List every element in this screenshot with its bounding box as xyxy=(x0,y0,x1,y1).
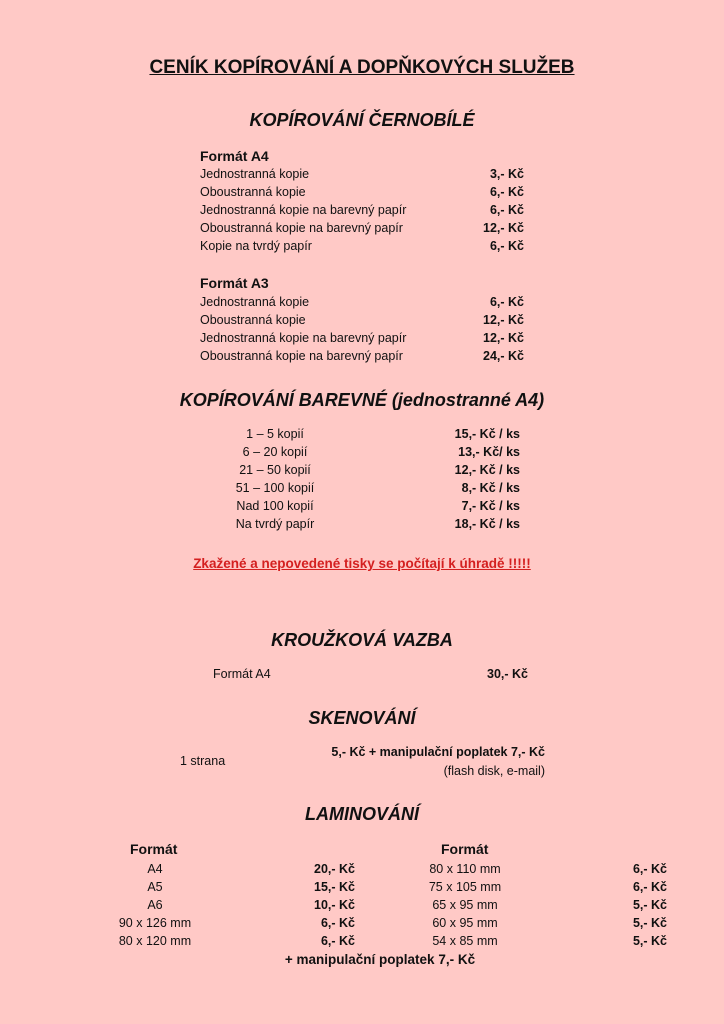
price-row-label: Jednostranná kopie xyxy=(200,167,310,181)
lamination-row-value: 20,- Kč xyxy=(314,862,355,876)
lamination-row-label: 60 x 95 mm xyxy=(432,916,498,930)
lamination-row-label: 90 x 126 mm xyxy=(118,916,192,930)
bw-a4-label: Formát A4 xyxy=(200,148,269,164)
price-row-label: Jednostranná kopie na barevný papír xyxy=(200,203,407,217)
price-row-value: 15,- Kč / ks xyxy=(454,427,520,441)
price-row-value: 6,- Kč xyxy=(489,185,524,199)
price-row-value: 3,- Kč xyxy=(489,167,524,181)
binding-label: Formát A4 xyxy=(213,667,271,681)
lamination-row-label: 54 x 85 mm xyxy=(432,934,498,948)
lamination-col-header: Formát xyxy=(441,841,489,857)
warning-note: Zkažené a nepovedené tisky se počítají k úhradě !!!!! xyxy=(193,556,531,571)
price-row-value: 12,- Kč xyxy=(483,331,524,345)
lamination-row-value: 15,- Kč xyxy=(314,880,355,894)
price-row-value: 6,- Kč xyxy=(489,203,524,217)
page-title: CENÍK KOPÍROVÁNÍ A DOPŇKOVÝCH SLUŽEB xyxy=(149,57,575,78)
price-row-label: Oboustranná kopie xyxy=(200,313,306,327)
price-row-label: Nad 100 kopií xyxy=(236,499,314,513)
scan-heading: SKENOVÁNÍ xyxy=(308,708,416,728)
price-row-value: 24,- Kč xyxy=(483,349,524,363)
lamination-row-label: A4 xyxy=(147,862,163,876)
price-row-label: Oboustranná kopie na barevný papír xyxy=(200,349,403,363)
lamination-row-label: A6 xyxy=(147,898,163,912)
scan-note: (flash disk, e-mail) xyxy=(443,764,545,778)
price-row-label: Oboustranná kopie na barevný papír xyxy=(200,221,403,235)
lamination-row-value: 6,- Kč xyxy=(320,934,355,948)
lamination-row-value: 10,- Kč xyxy=(314,898,355,912)
scan-label: 1 strana xyxy=(180,754,226,768)
lamination-row-value: 6,- Kč xyxy=(320,916,355,930)
price-row-label: 21 – 50 kopií xyxy=(239,463,311,477)
lamination-row-label: 75 x 105 mm xyxy=(428,880,502,894)
lamination-col-header: Formát xyxy=(130,841,178,857)
lamination-heading: LAMINOVÁNÍ xyxy=(305,804,419,824)
color-heading: KOPÍROVÁNÍ BAREVNÉ (jednostranné A4) xyxy=(179,390,545,410)
price-row-label: 6 – 20 kopií xyxy=(242,445,308,459)
price-row-value: 12,- Kč / ks xyxy=(454,463,520,477)
lamination-row-value: 5,- Kč xyxy=(632,916,667,930)
price-row-value: 6,- Kč xyxy=(489,295,524,309)
bw-a3-label: Formát A3 xyxy=(200,275,269,291)
lamination-row-label: 65 x 95 mm xyxy=(432,898,498,912)
lamination-row-value: 5,- Kč xyxy=(632,898,667,912)
lamination-row-value: 6,- Kč xyxy=(632,880,667,894)
scan-price: 5,- Kč + manipulační poplatek 7,- Kč xyxy=(331,745,545,759)
lamination-row-label: 80 x 110 mm xyxy=(429,862,501,876)
price-row-label: 1 – 5 kopií xyxy=(246,427,304,441)
price-row-label: 51 – 100 kopií xyxy=(235,481,315,495)
lamination-row-label: 80 x 120 mm xyxy=(118,934,192,948)
lamination-row-label: A5 xyxy=(147,880,163,894)
price-row-value: 8,- Kč / ks xyxy=(461,481,520,495)
binding-price: 30,- Kč xyxy=(487,667,528,681)
price-row-value: 12,- Kč xyxy=(483,313,524,327)
lamination-row-value: 5,- Kč xyxy=(632,934,667,948)
price-row-label: Kopie na tvrdý papír xyxy=(200,239,312,253)
price-row-label: Oboustranná kopie xyxy=(200,185,306,199)
price-row-value: 18,- Kč / ks xyxy=(454,517,520,531)
lamination-row-value: 6,- Kč xyxy=(632,862,667,876)
bw-heading: KOPÍROVÁNÍ ČERNOBÍLÉ xyxy=(249,110,475,130)
price-row-value: 7,- Kč / ks xyxy=(461,499,520,513)
price-row-label: Jednostranná kopie na barevný papír xyxy=(200,331,407,345)
price-row-value: 6,- Kč xyxy=(489,239,524,253)
price-row-label: Na tvrdý papír xyxy=(235,517,315,531)
price-row-value: 13,- Kč/ ks xyxy=(458,445,520,459)
binding-heading: KROUŽKOVÁ VAZBA xyxy=(271,630,453,650)
price-row-value: 12,- Kč xyxy=(483,221,524,235)
lamination-footer: + manipulační poplatek 7,- Kč xyxy=(284,952,476,967)
price-row-label: Jednostranná kopie xyxy=(200,295,310,309)
